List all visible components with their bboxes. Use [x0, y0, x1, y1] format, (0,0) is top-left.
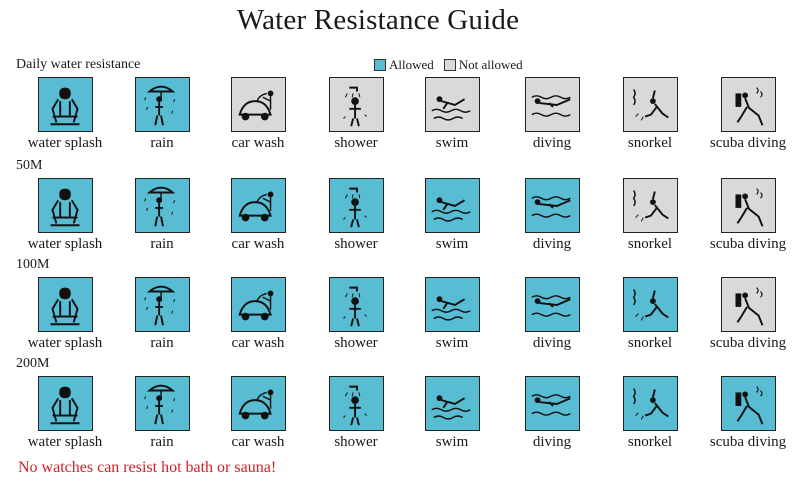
car-wash-icon [231, 178, 286, 233]
activity-cell [301, 178, 411, 253]
diving-icon [525, 77, 580, 132]
car-wash-icon [231, 77, 286, 132]
activity-label: rain [150, 135, 174, 151]
snorkel-icon [623, 376, 678, 431]
activity-label: water splash [27, 335, 103, 351]
legend [374, 57, 533, 73]
activity-label: shower [334, 236, 378, 252]
activity-cell [497, 77, 607, 152]
activity-label: snorkel [627, 335, 673, 351]
activity-label: snorkel [627, 434, 673, 450]
activity-label: swim [435, 434, 469, 450]
activity-cell [10, 277, 120, 352]
level-row [0, 376, 800, 458]
activity-label: swim [435, 236, 469, 252]
activity-label: diving [532, 236, 572, 252]
snorkel-icon [623, 277, 678, 332]
activity-cell [301, 277, 411, 352]
diving-icon [525, 178, 580, 233]
activity-label: water splash [27, 135, 103, 151]
activity-label: snorkel [627, 135, 673, 151]
level-label: Daily water resistance [16, 57, 141, 72]
activity-cell [693, 178, 800, 253]
shower-icon [329, 178, 384, 233]
water-splash-icon [38, 77, 93, 132]
level-label: 100M [16, 257, 50, 272]
activity-cell [203, 77, 313, 152]
level-row [0, 277, 800, 359]
rain-icon [135, 376, 190, 431]
activity-label: diving [532, 135, 572, 151]
activity-label: swim [435, 335, 469, 351]
shower-icon [329, 77, 384, 132]
activity-label: car wash [231, 335, 285, 351]
snorkel-icon [623, 77, 678, 132]
swim-icon [425, 178, 480, 233]
activity-label: snorkel [627, 236, 673, 252]
activity-cell [203, 376, 313, 451]
level-row [0, 77, 800, 159]
level-row [0, 178, 800, 260]
activity-cell [693, 277, 800, 352]
activity-cell [10, 178, 120, 253]
activity-cell [595, 376, 705, 451]
activity-cell [497, 277, 607, 352]
activity-label: diving [532, 434, 572, 450]
swim-icon [425, 77, 480, 132]
activity-label: rain [150, 335, 174, 351]
activity-cell [203, 178, 313, 253]
activity-label: car wash [231, 434, 285, 450]
activity-cell [595, 77, 705, 152]
activity-cell [497, 178, 607, 253]
activity-label: scuba diving [709, 335, 787, 351]
page-title: Water Resistance Guide [236, 4, 520, 36]
scuba-diving-icon [721, 376, 776, 431]
activity-cell [397, 376, 507, 451]
diving-icon [525, 376, 580, 431]
footer-warning: No watches can resist hot bath or sauna! [18, 459, 277, 476]
water-splash-icon [38, 376, 93, 431]
scuba-diving-icon [721, 277, 776, 332]
swim-icon [425, 376, 480, 431]
legend-not-allowed [444, 57, 523, 73]
shower-icon [329, 376, 384, 431]
activity-label: water splash [27, 236, 103, 252]
activity-label: shower [334, 434, 378, 450]
activity-cell [595, 178, 705, 253]
rain-icon [135, 178, 190, 233]
shower-icon [329, 277, 384, 332]
activity-cell [595, 277, 705, 352]
water-splash-icon [38, 178, 93, 233]
activity-label: car wash [231, 135, 285, 151]
activity-label: rain [150, 236, 174, 252]
activity-cell [301, 77, 411, 152]
legend-allowed-label: Allowed [389, 57, 434, 72]
rain-icon [135, 77, 190, 132]
swim-icon [425, 277, 480, 332]
activity-cell [107, 376, 217, 451]
activity-label: shower [334, 335, 378, 351]
activity-cell [107, 277, 217, 352]
rain-icon [135, 277, 190, 332]
legend-allowed [374, 57, 434, 73]
activity-cell [301, 376, 411, 451]
level-label: 50M [16, 158, 43, 173]
activity-label: scuba diving [709, 135, 787, 151]
activity-cell [693, 376, 800, 451]
scuba-diving-icon [721, 77, 776, 132]
activity-label: scuba diving [709, 236, 787, 252]
diving-icon [525, 277, 580, 332]
activity-cell [693, 77, 800, 152]
activity-label: car wash [231, 236, 285, 252]
car-wash-icon [231, 277, 286, 332]
activity-label: water splash [27, 434, 103, 450]
activity-cell [397, 277, 507, 352]
activity-cell [10, 77, 120, 152]
level-label: 200M [16, 356, 50, 371]
activity-cell [107, 77, 217, 152]
activity-label: swim [435, 135, 469, 151]
activity-label: rain [150, 434, 174, 450]
activity-label: shower [334, 135, 378, 151]
scuba-diving-icon [721, 178, 776, 233]
activity-cell [497, 376, 607, 451]
activity-cell [10, 376, 120, 451]
activity-cell [107, 178, 217, 253]
allowed-swatch [374, 59, 386, 71]
car-wash-icon [231, 376, 286, 431]
not-allowed-swatch [444, 59, 456, 71]
activity-label: scuba diving [709, 434, 787, 450]
activity-cell [203, 277, 313, 352]
activity-cell [397, 178, 507, 253]
water-splash-icon [38, 277, 93, 332]
legend-not-allowed-label: Not allowed [458, 57, 523, 72]
activity-label: diving [532, 335, 572, 351]
snorkel-icon [623, 178, 678, 233]
activity-cell [397, 77, 507, 152]
